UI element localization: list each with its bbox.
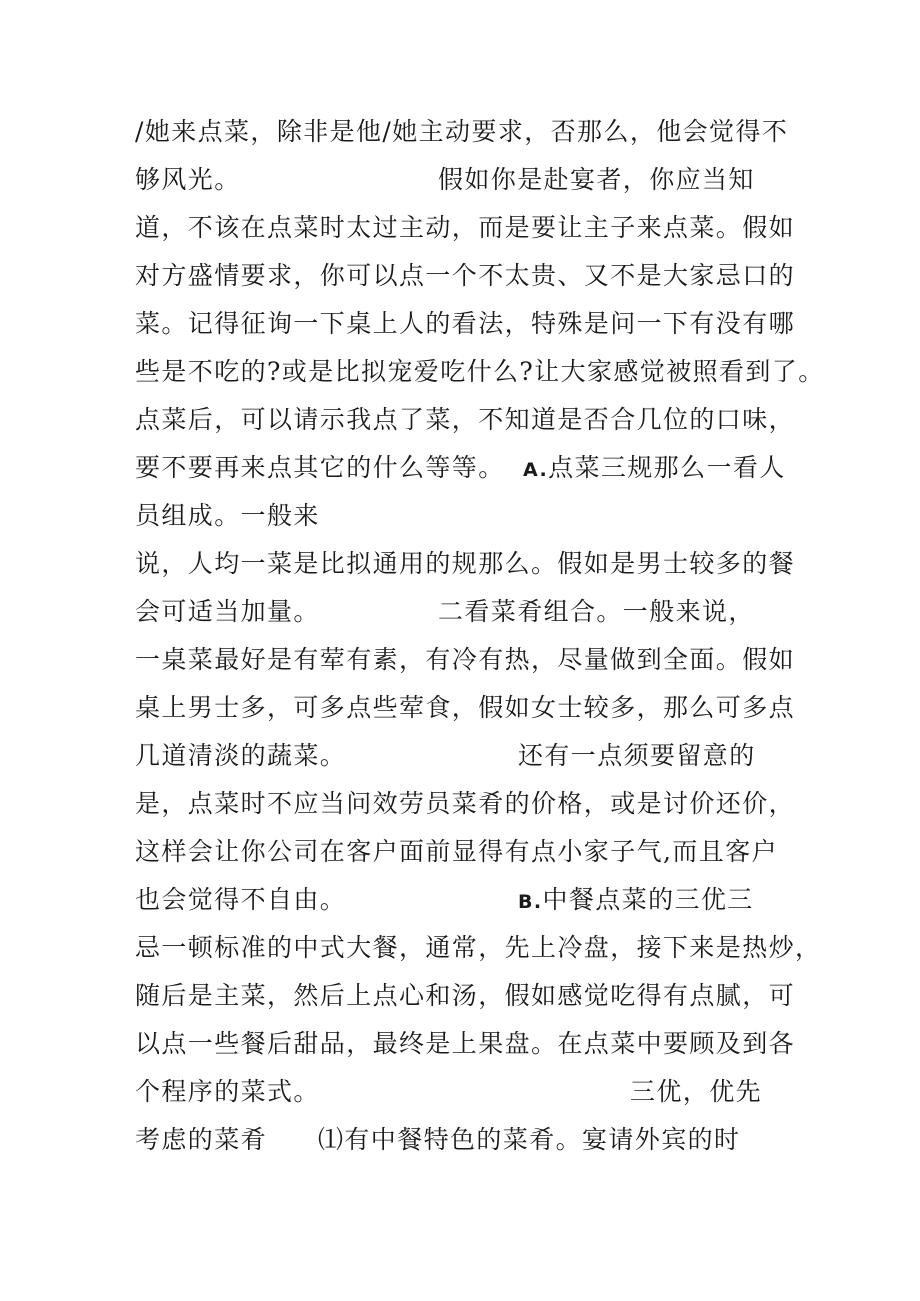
section-a-marker: A. bbox=[523, 459, 549, 481]
text-line-10: 说，人均一菜是比拟通用的规那么。假如是男士较多的餐 bbox=[135, 549, 796, 578]
text-line-14-cont: 还有一点须要留意的 bbox=[518, 741, 756, 770]
text-line-1: /她来点菜，除非是他/她主动要求，否那么，他会觉得不 bbox=[135, 117, 789, 146]
section-b-heading bbox=[518, 884, 754, 918]
section-a-title: 点菜三规那么一看人 bbox=[548, 453, 786, 482]
text-line-6: 些是不吃的?或是比拟宠爱吃什么?让大家感觉被照看到了。 bbox=[135, 357, 825, 386]
text-line-12: 一桌菜最好是有荤有素，有冷有热，尽量做到全面。假如 bbox=[135, 645, 796, 674]
text-line-17: 也会觉得不自由。 bbox=[135, 885, 347, 914]
text-line-9: 员组成。一般来 bbox=[135, 501, 320, 530]
section-b-marker: B. bbox=[518, 891, 543, 913]
text-line-20: 以点一些餐后甜品，最终是上果盘。在点菜中要顾及到各 bbox=[135, 1029, 796, 1058]
section-a-heading bbox=[523, 452, 786, 486]
text-line-11: 会可适当加量。 bbox=[135, 597, 320, 626]
text-line-15: 是，点菜时不应当问效劳员菜肴的价格，或是讨价还价， bbox=[135, 789, 796, 818]
text-line-21: 个程序的菜式。 bbox=[135, 1077, 320, 1106]
text-line-21-cont: 三优，优先 bbox=[630, 1077, 763, 1106]
text-line-22-cont: ⑴有中餐特色的菜肴。宴请外宾的时 bbox=[318, 1125, 741, 1154]
text-line-16: 这样会让你公司在客户面前显得有点小家子气,而且客户 bbox=[135, 837, 778, 866]
text-line-2: 够风光。 bbox=[135, 165, 241, 194]
text-line-4: 对方盛情要求，你可以点一个不太贵、又不是大家忌口的 bbox=[135, 261, 796, 290]
text-line-22: 考虑的菜肴 bbox=[135, 1125, 268, 1154]
text-line-8: 要不要再来点其它的什么等等。 bbox=[135, 453, 505, 482]
text-line-2-cont: 假如你是赴宴者，你应当知 bbox=[438, 165, 755, 194]
text-line-19: 随后是主菜，然后上点心和汤，假如感觉吃得有点腻，可 bbox=[135, 981, 796, 1010]
text-line-14: 几道清淡的蔬菜。 bbox=[135, 741, 347, 770]
text-line-11-cont: 二看菜肴组合。一般来说， bbox=[438, 597, 755, 626]
text-line-5: 菜。记得征询一下桌上人的看法，特殊是问一下有没有哪 bbox=[135, 309, 796, 338]
text-line-3: 道，不该在点菜时太过主动，而是要让主子来点菜。假如 bbox=[135, 213, 796, 242]
section-b-title: 中餐点菜的三优三 bbox=[542, 885, 754, 914]
text-line-13: 桌上男士多，可多点些荤食，假如女士较多，那么可多点 bbox=[135, 693, 796, 722]
text-line-7: 点菜后，可以请示我点了菜，不知道是否合几位的口味， bbox=[135, 405, 796, 434]
text-line-18: 忌一顿标准的中式大餐，通常，先上冷盘，接下来是热炒， bbox=[135, 933, 822, 962]
